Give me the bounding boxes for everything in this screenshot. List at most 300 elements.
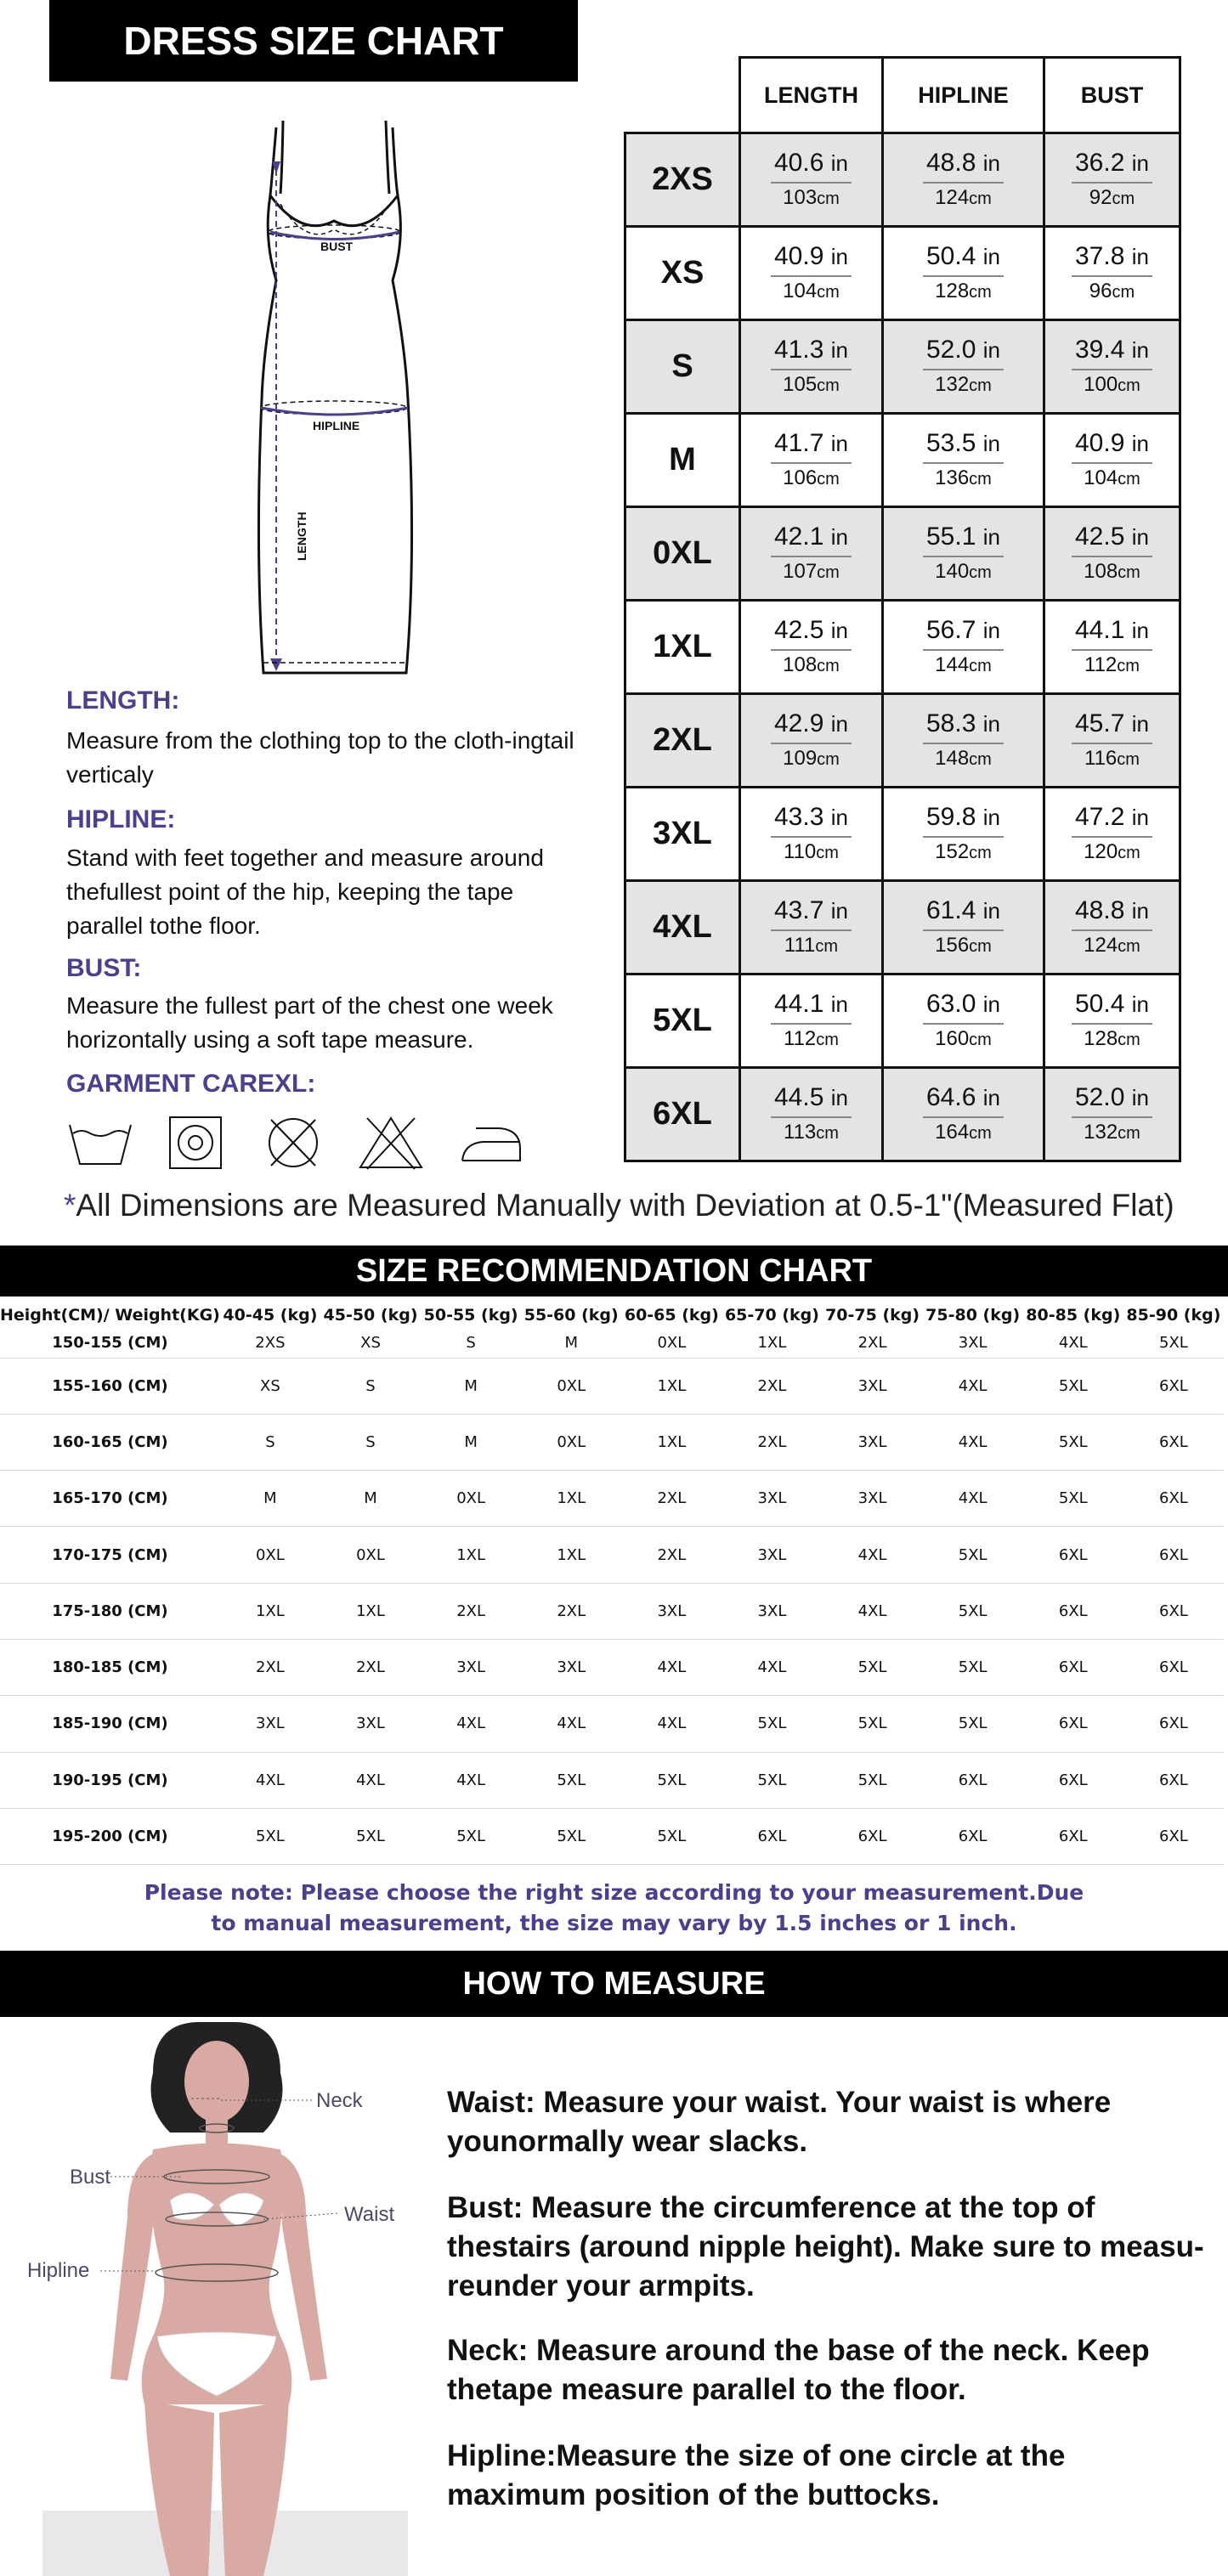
recommended-size: 1XL xyxy=(421,1527,521,1583)
recommended-size: 1XL xyxy=(722,1329,822,1358)
bust-heading: BUST: xyxy=(66,954,142,982)
inch-unit: in xyxy=(982,1085,1000,1110)
recommended-size: 5XL xyxy=(621,1752,722,1808)
recommendation-row xyxy=(0,1358,1224,1414)
cm-value: 124 xyxy=(935,186,970,209)
recommended-size: 5XL xyxy=(722,1752,822,1808)
cm-unit: cm xyxy=(1118,937,1140,956)
inch-value: 39.4 xyxy=(1075,336,1125,364)
weight-header: 85-90 (kg) xyxy=(1126,1306,1221,1325)
figure-waist-label: Waist xyxy=(344,2203,395,2226)
recommended-size: 3XL xyxy=(722,1471,822,1527)
inch-unit: in xyxy=(830,1085,848,1110)
recommended-size: 3XL xyxy=(823,1358,923,1414)
inch-unit: in xyxy=(1131,991,1149,1017)
measurement-cell xyxy=(740,974,883,1068)
recommended-size: M xyxy=(421,1358,521,1414)
recommended-size: 4XL xyxy=(320,1752,421,1808)
cm-value: 124 xyxy=(1084,934,1118,957)
size-label: 3XL xyxy=(625,788,740,881)
height-label: 185-190 (CM) xyxy=(0,1696,220,1752)
measurement-cell xyxy=(883,227,1044,320)
cm-unit: cm xyxy=(815,937,839,956)
cm-unit: cm xyxy=(1118,1031,1140,1049)
garment-care-heading: GARMENT CAREXL: xyxy=(66,1070,316,1098)
inch-value: 41.7 xyxy=(774,429,824,457)
cm-unit: cm xyxy=(969,470,992,489)
figure-hipline-label: Hipline xyxy=(27,2259,90,2282)
cm-unit: cm xyxy=(969,750,992,769)
inch-value: 50.4 xyxy=(1075,990,1125,1018)
size-label: S xyxy=(625,320,740,414)
cm-unit: cm xyxy=(1117,750,1140,769)
cm-value: 92 xyxy=(1089,186,1112,209)
recommended-size: 2XL xyxy=(320,1639,421,1695)
recommendation-row xyxy=(0,1414,1224,1470)
inch-unit: in xyxy=(830,898,848,924)
hipline-text: Stand with feet together and measure around thefullest point of the hip, keeping the tape parallel tothe floor. xyxy=(66,845,544,939)
recommended-size: 6XL xyxy=(923,1752,1023,1808)
recommended-size: 6XL xyxy=(1023,1808,1123,1864)
height-label: 165-170 (CM) xyxy=(0,1471,220,1527)
cm-unit: cm xyxy=(1118,376,1140,395)
cm-value: 103 xyxy=(783,186,818,209)
recommended-size: 5XL xyxy=(923,1583,1023,1639)
measurement-cell xyxy=(883,507,1044,601)
cm-value: 104 xyxy=(1084,466,1118,489)
diagram-hipline-label: HIPLINE xyxy=(313,419,360,432)
recommended-size: XS xyxy=(320,1329,421,1358)
recommended-size: 6XL xyxy=(1023,1527,1123,1583)
recommended-size: 5XL xyxy=(621,1808,722,1864)
inch-value: 48.8 xyxy=(926,149,976,177)
inch-unit: in xyxy=(830,618,848,643)
recommended-size: 4XL xyxy=(722,1639,822,1695)
inch-unit: in xyxy=(830,431,848,456)
weight-header: 45-50 (kg) xyxy=(323,1306,418,1325)
body-figure xyxy=(17,2014,425,2576)
height-label: 175-180 (CM) xyxy=(0,1583,220,1639)
recommended-size: 0XL xyxy=(621,1329,722,1358)
inch-value: 42.5 xyxy=(774,616,824,644)
recommendation-row xyxy=(0,1808,1224,1864)
inch-value: 40.6 xyxy=(774,149,824,177)
diagram-bust-label: BUST xyxy=(320,240,354,253)
inch-unit: in xyxy=(982,524,1000,550)
measurement-cell xyxy=(740,507,883,601)
recommended-size: 4XL xyxy=(923,1471,1023,1527)
recommended-size: 4XL xyxy=(1023,1329,1123,1358)
cm-unit: cm xyxy=(969,657,992,675)
recommended-size: 4XL xyxy=(521,1696,621,1752)
cm-value: 120 xyxy=(1084,840,1118,863)
cm-unit: cm xyxy=(817,470,840,489)
height-label: 170-175 (CM) xyxy=(0,1527,220,1583)
weight-header: 50-55 (kg) xyxy=(423,1306,518,1325)
recommendation-row xyxy=(0,1583,1224,1639)
inch-unit: in xyxy=(1131,524,1149,550)
cm-value: 164 xyxy=(935,1121,970,1144)
cm-value: 112 xyxy=(1084,653,1118,676)
inch-unit: in xyxy=(982,711,1000,737)
recommendation-row xyxy=(0,1752,1224,1808)
measurement-cell xyxy=(1044,881,1180,974)
cm-unit: cm xyxy=(817,563,840,582)
cm-value: 112 xyxy=(784,1027,817,1050)
waist-instruction: Waist: Measure your waist. Your waist is where younormally wear slacks. xyxy=(447,2086,1112,2158)
cm-value: 113 xyxy=(784,1121,817,1144)
measurement-cell xyxy=(740,414,883,507)
measurement-cell xyxy=(1044,788,1180,881)
cm-unit: cm xyxy=(1112,283,1135,302)
measurement-cell xyxy=(883,881,1044,974)
recommended-size: 5XL xyxy=(1023,1471,1123,1527)
inch-unit: in xyxy=(1131,431,1149,456)
recommended-size: 6XL xyxy=(1123,1358,1224,1414)
cm-value: 132 xyxy=(935,373,970,396)
recommended-size: 3XL xyxy=(722,1583,822,1639)
recommended-size: 5XL xyxy=(320,1808,421,1864)
inch-unit: in xyxy=(982,244,1000,269)
recommended-size: 3XL xyxy=(220,1696,320,1752)
inch-value: 64.6 xyxy=(926,1083,976,1111)
recommended-size: 6XL xyxy=(1123,1414,1224,1470)
size-table xyxy=(624,56,1181,1162)
height-label: 190-195 (CM) xyxy=(0,1752,220,1808)
recommended-size: 4XL xyxy=(923,1358,1023,1414)
height-label: 195-200 (CM) xyxy=(0,1808,220,1864)
measurement-cell xyxy=(1044,227,1180,320)
size-label: 1XL xyxy=(625,601,740,694)
measurement-cell xyxy=(740,133,883,227)
recommended-size: 0XL xyxy=(521,1358,621,1414)
inch-value: 36.2 xyxy=(1075,149,1125,177)
recommended-size: 6XL xyxy=(1023,1752,1123,1808)
inch-value: 63.0 xyxy=(926,990,976,1018)
inch-unit: in xyxy=(982,898,1000,924)
inch-value: 44.1 xyxy=(774,990,824,1018)
recommended-size: 6XL xyxy=(1123,1583,1224,1639)
inch-value: 40.9 xyxy=(1075,429,1125,457)
figure-neck-label: Neck xyxy=(316,2089,363,2112)
body-silhouette-icon xyxy=(17,2014,425,2576)
inch-unit: in xyxy=(830,524,848,550)
size-label: 4XL xyxy=(625,881,740,974)
recommended-size: 2XL xyxy=(220,1639,320,1695)
inch-unit: in xyxy=(1131,711,1149,737)
iron-icon xyxy=(457,1113,525,1172)
recommended-size: 6XL xyxy=(1023,1639,1123,1695)
measurement-cell xyxy=(883,320,1044,414)
figure-bust-label: Bust xyxy=(70,2166,111,2189)
inch-value: 55.1 xyxy=(926,523,976,551)
recommended-size: 6XL xyxy=(1123,1471,1224,1527)
measurement-cell xyxy=(883,133,1044,227)
cm-value: 116 xyxy=(1084,747,1118,770)
cm-value: 128 xyxy=(935,280,970,302)
cm-value: 100 xyxy=(1084,373,1118,396)
measurement-cell xyxy=(883,414,1044,507)
hand-wash-icon xyxy=(66,1113,134,1172)
inch-value: 45.7 xyxy=(1075,709,1125,737)
recommended-size: 6XL xyxy=(1123,1808,1224,1864)
inch-value: 50.4 xyxy=(926,242,976,270)
size-row xyxy=(625,694,1180,788)
recommended-size: 5XL xyxy=(421,1808,521,1864)
recommended-size: 5XL xyxy=(1123,1329,1224,1358)
recommended-size: 0XL xyxy=(220,1527,320,1583)
inch-value: 44.5 xyxy=(774,1083,824,1111)
cm-unit: cm xyxy=(817,750,840,769)
inch-value: 58.3 xyxy=(926,709,976,737)
size-row xyxy=(625,1068,1180,1161)
height-label: 160-165 (CM) xyxy=(0,1414,220,1470)
cm-value: 111 xyxy=(784,934,816,957)
cm-value: 128 xyxy=(1084,1027,1118,1050)
inch-unit: in xyxy=(982,431,1000,456)
size-row xyxy=(625,133,1180,227)
recommended-size: 2XL xyxy=(621,1471,722,1527)
weight-header: 70-75 (kg) xyxy=(825,1306,920,1325)
recommended-size: 6XL xyxy=(1123,1639,1224,1695)
inch-value: 42.1 xyxy=(774,523,824,551)
inch-unit: in xyxy=(982,150,1000,176)
size-row xyxy=(625,507,1180,601)
cm-value: 105 xyxy=(783,373,818,396)
cm-value: 109 xyxy=(783,747,818,770)
recommended-size: 2XL xyxy=(823,1329,923,1358)
cm-value: 96 xyxy=(1089,280,1112,302)
recommendation-row xyxy=(0,1696,1224,1752)
cm-value: 110 xyxy=(784,840,817,863)
recommended-size: 1XL xyxy=(220,1583,320,1639)
recommended-size: 5XL xyxy=(823,1752,923,1808)
cm-unit: cm xyxy=(969,563,992,582)
recommended-size: S xyxy=(421,1329,521,1358)
recommended-size: 4XL xyxy=(421,1696,521,1752)
cm-unit: cm xyxy=(969,189,992,208)
size-label: 5XL xyxy=(625,974,740,1068)
measurement-cell xyxy=(1044,320,1180,414)
inch-value: 43.3 xyxy=(774,803,824,831)
header-length: LENGTH xyxy=(740,58,883,133)
measurement-cell xyxy=(883,974,1044,1068)
weight-header: 60-65 (kg) xyxy=(624,1306,719,1325)
diagram-length-label: LENGTH xyxy=(295,511,308,561)
cm-unit: cm xyxy=(1112,189,1135,208)
inch-unit: in xyxy=(982,337,1000,363)
recommended-size: M xyxy=(320,1471,421,1527)
recommended-size: 5XL xyxy=(521,1752,621,1808)
recommendation-row xyxy=(0,1471,1224,1527)
size-row xyxy=(625,227,1180,320)
recommendation-row xyxy=(0,1329,1224,1358)
size-row xyxy=(625,788,1180,881)
recommended-size: 6XL xyxy=(1023,1583,1123,1639)
recommended-size: 4XL xyxy=(823,1527,923,1583)
bust-text: Measure the fullest part of the chest one week horizontally using a soft tape measure. xyxy=(66,992,553,1053)
recommended-size: 3XL xyxy=(320,1696,421,1752)
cm-unit: cm xyxy=(969,1124,992,1143)
recommended-size: 4XL xyxy=(621,1639,722,1695)
inch-unit: in xyxy=(1131,244,1149,269)
size-label: XS xyxy=(625,227,740,320)
recommended-size: 6XL xyxy=(1023,1696,1123,1752)
cm-unit: cm xyxy=(817,657,840,675)
recommended-size: 6XL xyxy=(823,1808,923,1864)
measurement-cell xyxy=(740,694,883,788)
recommended-size: 5XL xyxy=(220,1808,320,1864)
recommendation-table xyxy=(0,1302,1224,1865)
cm-unit: cm xyxy=(969,1031,992,1049)
recommended-size: 6XL xyxy=(722,1808,822,1864)
measurement-cell xyxy=(740,601,883,694)
measurement-cell xyxy=(740,227,883,320)
recommended-size: 3XL xyxy=(923,1329,1023,1358)
recommended-size: 3XL xyxy=(621,1583,722,1639)
cm-value: 136 xyxy=(935,466,970,489)
please-note-line2: to manual measurement, the size may vary by 1.5 inches or 1 inch. xyxy=(211,1911,1017,1935)
cm-value: 108 xyxy=(1084,560,1118,583)
height-label: 150-155 (CM) xyxy=(0,1329,220,1358)
recommended-size: 1XL xyxy=(521,1527,621,1583)
size-row xyxy=(625,414,1180,507)
recommended-size: 4XL xyxy=(823,1583,923,1639)
recommended-size: 1XL xyxy=(521,1471,621,1527)
measurement-cell xyxy=(1044,133,1180,227)
size-label: 2XL xyxy=(625,694,740,788)
tumble-dry-icon xyxy=(161,1113,229,1172)
inch-value: 56.7 xyxy=(926,616,976,644)
recommended-size: 5XL xyxy=(722,1696,822,1752)
measurement-cell xyxy=(1044,694,1180,788)
recommended-size: 2XL xyxy=(521,1583,621,1639)
recommended-size: XS xyxy=(220,1358,320,1414)
cm-unit: cm xyxy=(969,376,992,395)
inch-value: 37.8 xyxy=(1075,242,1125,270)
cm-unit: cm xyxy=(1118,470,1140,489)
recommended-size: M xyxy=(220,1471,320,1527)
inch-value: 47.2 xyxy=(1075,803,1125,831)
recommended-size: 5XL xyxy=(1023,1414,1123,1470)
recommendation-row xyxy=(0,1639,1224,1695)
cm-unit: cm xyxy=(817,376,840,395)
inch-value: 42.9 xyxy=(774,709,824,737)
inch-unit: in xyxy=(1131,150,1149,176)
inch-value: 52.0 xyxy=(926,336,976,364)
weight-header: 80-85 (kg) xyxy=(1026,1306,1121,1325)
measurement-cell xyxy=(883,694,1044,788)
inch-unit: in xyxy=(982,805,1000,830)
inch-unit: in xyxy=(830,711,848,737)
size-label: 0XL xyxy=(625,507,740,601)
recommended-size: 1XL xyxy=(320,1583,421,1639)
inch-value: 53.5 xyxy=(926,429,976,457)
inch-value: 42.5 xyxy=(1075,523,1125,551)
recommendation-title: SIZE RECOMMENDATION CHART xyxy=(0,1246,1228,1296)
bust-instruction: Bust: Measure the circumference at the top of thestairs (around nipple height). Make sure to measu-reunder your armpits. xyxy=(447,2191,1204,2302)
recommended-size: 4XL xyxy=(220,1752,320,1808)
inch-unit: in xyxy=(982,991,1000,1017)
cm-unit: cm xyxy=(817,283,840,302)
weight-header: 55-60 (kg) xyxy=(523,1306,619,1325)
cm-unit: cm xyxy=(816,844,839,862)
inch-value: 59.8 xyxy=(926,803,976,831)
cm-unit: cm xyxy=(1117,657,1140,675)
cm-unit: cm xyxy=(1118,844,1140,862)
length-text: Measure from the clothing top to the cloth-ingtail verticaly xyxy=(66,727,574,788)
recommended-size: 6XL xyxy=(1123,1696,1224,1752)
recommended-size: 5XL xyxy=(1023,1358,1123,1414)
weight-header: 65-70 (kg) xyxy=(724,1306,819,1325)
cm-unit: cm xyxy=(1118,1124,1140,1143)
size-label: M xyxy=(625,414,740,507)
recommended-size: 2XL xyxy=(722,1414,822,1470)
inch-value: 48.8 xyxy=(1075,896,1125,924)
weight-header: 40-45 (kg) xyxy=(223,1306,318,1325)
inch-unit: in xyxy=(982,618,1000,643)
recommended-size: 2XS xyxy=(220,1329,320,1358)
recommended-size: S xyxy=(220,1414,320,1470)
cm-unit: cm xyxy=(969,283,992,302)
recommended-size: 3XL xyxy=(823,1471,923,1527)
cm-value: 106 xyxy=(783,466,818,489)
recommended-size: 1XL xyxy=(621,1358,722,1414)
recommended-size: 3XL xyxy=(521,1639,621,1695)
disclaimer: *All Dimensions are Measured Manually with Deviation at 0.5-1"(Measured Flat) xyxy=(64,1188,1174,1223)
cm-value: 104 xyxy=(783,280,818,302)
cm-value: 156 xyxy=(935,934,970,957)
measurement-cell xyxy=(883,788,1044,881)
cm-value: 108 xyxy=(783,653,818,676)
inch-unit: in xyxy=(830,991,848,1017)
measurement-cell xyxy=(1044,1068,1180,1161)
size-row xyxy=(625,881,1180,974)
measurement-cell xyxy=(740,881,883,974)
size-label: 2XS xyxy=(625,133,740,227)
recommended-size: 0XL xyxy=(521,1414,621,1470)
cm-value: 148 xyxy=(935,747,970,770)
size-row xyxy=(625,974,1180,1068)
recommended-size: 0XL xyxy=(320,1527,421,1583)
measurement-cell xyxy=(883,601,1044,694)
measurement-cell xyxy=(883,1068,1044,1161)
cm-unit: cm xyxy=(817,189,840,208)
please-note xyxy=(0,1878,1228,1939)
recommendation-header-row xyxy=(0,1302,1224,1329)
inch-unit: in xyxy=(1131,805,1149,830)
inch-value: 44.1 xyxy=(1075,616,1125,644)
inch-unit: in xyxy=(1131,337,1149,363)
recommended-size: 2XL xyxy=(421,1583,521,1639)
measurement-cell xyxy=(1044,507,1180,601)
recommended-size: 4XL xyxy=(421,1752,521,1808)
recommended-size: S xyxy=(320,1358,421,1414)
cm-value: 152 xyxy=(935,840,970,863)
recommended-size: 3XL xyxy=(722,1527,822,1583)
hipline-instruction: Hipline:Measure the size of one circle at the maximum position of the buttocks. xyxy=(447,2439,1066,2511)
cm-unit: cm xyxy=(816,1031,839,1049)
recommended-size: 3XL xyxy=(421,1639,521,1695)
inch-unit: in xyxy=(830,337,848,363)
recommended-size: 5XL xyxy=(923,1696,1023,1752)
inch-value: 52.0 xyxy=(1075,1083,1125,1111)
header-bust: BUST xyxy=(1044,58,1180,133)
height-weight-header: Height(CM)/ Weight(KG) xyxy=(0,1306,220,1325)
size-row xyxy=(625,320,1180,414)
inch-value: 61.4 xyxy=(926,896,976,924)
measurement-cell xyxy=(1044,601,1180,694)
